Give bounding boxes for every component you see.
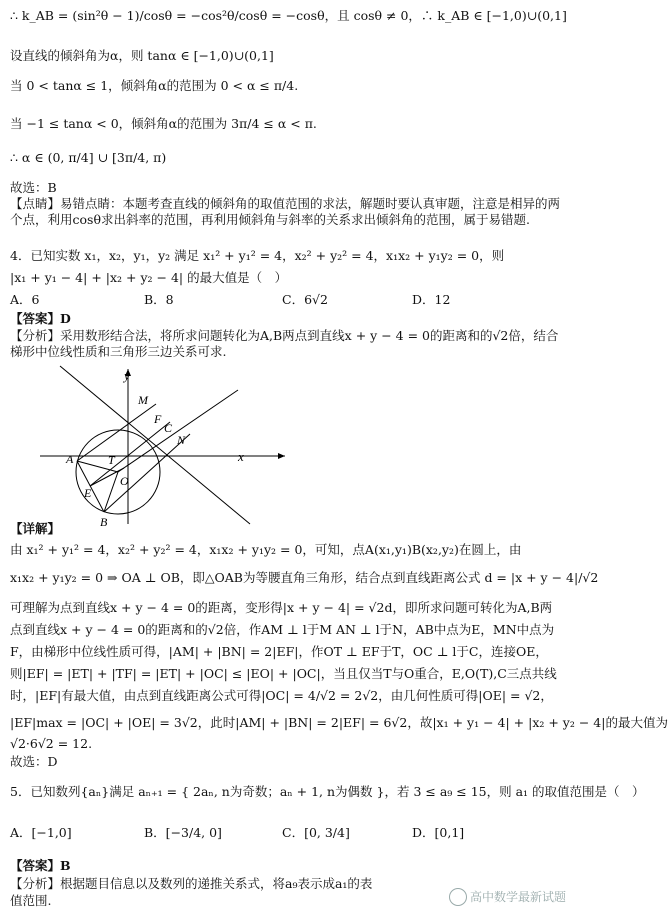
line-kab: ∴ k_AB = (sin²θ − 1)/cosθ = −cos²θ/cosθ = −cosθ，且 cosθ ≠ 0，∴ k_AB ∈ [−1,0)∪(0,1] xyxy=(10,8,567,23)
axis-x-label: x xyxy=(238,449,244,464)
line-tan-range: 设直线的倾斜角为α，则 tanα ∈ [−1,0)∪(0,1] xyxy=(10,48,274,63)
line-alpha-range: ∴ α ∈ (0, π/4] ∪ [3π/4, π) xyxy=(10,150,167,165)
label-e: E xyxy=(84,486,92,500)
option-c: C．[0, 3/4] xyxy=(282,825,350,840)
watermark xyxy=(449,888,566,907)
geometry-diagram xyxy=(40,364,290,534)
option-b: B．[−3/4, 0] xyxy=(144,825,222,840)
axis-y-label: y xyxy=(124,368,130,383)
answer-q4: 【答案】D xyxy=(10,311,71,326)
label-b: B xyxy=(100,515,108,529)
detail-heading: 【详解】 xyxy=(10,521,61,536)
label-f: F xyxy=(154,412,162,426)
option-c: C．6√2 xyxy=(282,292,328,307)
option-d: D．[0,1] xyxy=(412,825,465,840)
detail-line-1: 由 x₁² + y₁² = 4，x₂² + y₂² = 4，x₁x₂ + y₁y₂ = 0，可知，点A(x₁,y₁)B(x₂,y₂)在圆上，由 xyxy=(10,542,522,557)
question-5: 5．已知数列{aₙ}满足 aₙ₊₁ = { 2aₙ, n为奇数；aₙ + 1, n为偶数 }，若 3 ≤ a₉ ≤ 15，则 a₁ 的取值范围是（ ） xyxy=(10,784,645,799)
label-t: T xyxy=(108,453,115,467)
detail-line-result: √2·6√2 = 12. xyxy=(10,736,93,751)
option-a: A．[−1,0] xyxy=(10,825,72,840)
wechat-icon xyxy=(449,888,467,906)
analysis-q4: 【分析】采用数形结合法，将所求问题转化为A,B两点到直线x + y − 4 = 0的距离和的√2倍，结合梯形中位线性质和三角形三边关系可求. xyxy=(10,328,559,359)
answer-q4-final: 故选：D xyxy=(10,754,58,769)
question-4: 4．已知实数 x₁，x₂，y₁，y₂ 满足 x₁² + y₁² = 4，x₂² + y₂² = 4，x₁x₂ + y₁y₂ = 0，则 xyxy=(10,248,505,263)
option-d: D．12 xyxy=(412,292,451,307)
label-c: C xyxy=(164,421,173,435)
question-4-expr: |x₁ + y₁ − 4| + |x₂ + y₂ − 4| 的最大值是（ ） xyxy=(10,270,288,285)
option-b: B．8 xyxy=(144,292,174,307)
answer-q3: 故选：B xyxy=(10,180,57,195)
option-a: A．6 xyxy=(10,292,40,307)
label-n: N xyxy=(177,433,186,447)
line-case-negative: 当 −1 ≤ tanα < 0，倾斜角α的范围为 3π/4 ≤ α < π. xyxy=(10,116,317,131)
label-m: M xyxy=(138,393,148,407)
analysis-q5-end: 值范围. xyxy=(10,893,52,908)
detail-line-2: x₁x₂ + y₁y₂ = 0 ⇒ OA ⊥ OB，即△OAB为等腰直角三角形，结合点到直线距离公式 d = |x + y − 4|/√2 xyxy=(10,570,599,585)
detail-paragraph: 可理解为点到直线x + y − 4 = 0的距离，变形得|x + y − 4| = √2d，即所求问题可转化为A,B两点到直线x + y − 4 = 0的距离和的√2倍，作AM ⊥ l于M AN ⊥ l于N，AB中点为E，MN中点为F，由梯形中位线性质可得，|AM| + |BN| = 2|EF|，作OT ⊥ EF于T，OC ⊥ l于C，连接OE，则|EF| = |ET| + |TF| = |ET| + |OC| ≤ |EO| + |OC|，当且仅当T与O重合，E,O(T),C三点共线时，|EF|有最大值，由点到直线距离公式可得|OC| = 4/√2 = 2√2，由几何性质可得|OE| = √2， xyxy=(10,600,557,703)
label-o: O xyxy=(120,474,129,488)
analysis-q5: 【分析】根据题目信息以及数列的递推关系式，将a₉表示成a₁的表 xyxy=(10,876,373,891)
hint-q3: 【点睛】易错点睛：本题考查直线的倾斜角的取值范围的求法，解题时要认真审题，注意是相异的两个点，利用cosθ求出斜率的范围，再利用倾斜角与斜率的关系求出倾斜角的范围，属于易错题. xyxy=(10,196,561,227)
label-a: A xyxy=(66,452,74,466)
line-case-positive: 当 0 < tanα ≤ 1，倾斜角α的范围为 0 < α ≤ π/4. xyxy=(10,78,299,93)
detail-line-max: |EF|max = |OC| + |OE| = 3√2，此时|AM| + |BN| = 2|EF| = 6√2，故|x₁ + y₁ − 4| + |x₂ + y₂ − 4|的最大值为 xyxy=(10,715,668,730)
watermark-text: 高中数学最新试题 xyxy=(469,889,566,904)
answer-q5: 【答案】B xyxy=(10,858,71,873)
